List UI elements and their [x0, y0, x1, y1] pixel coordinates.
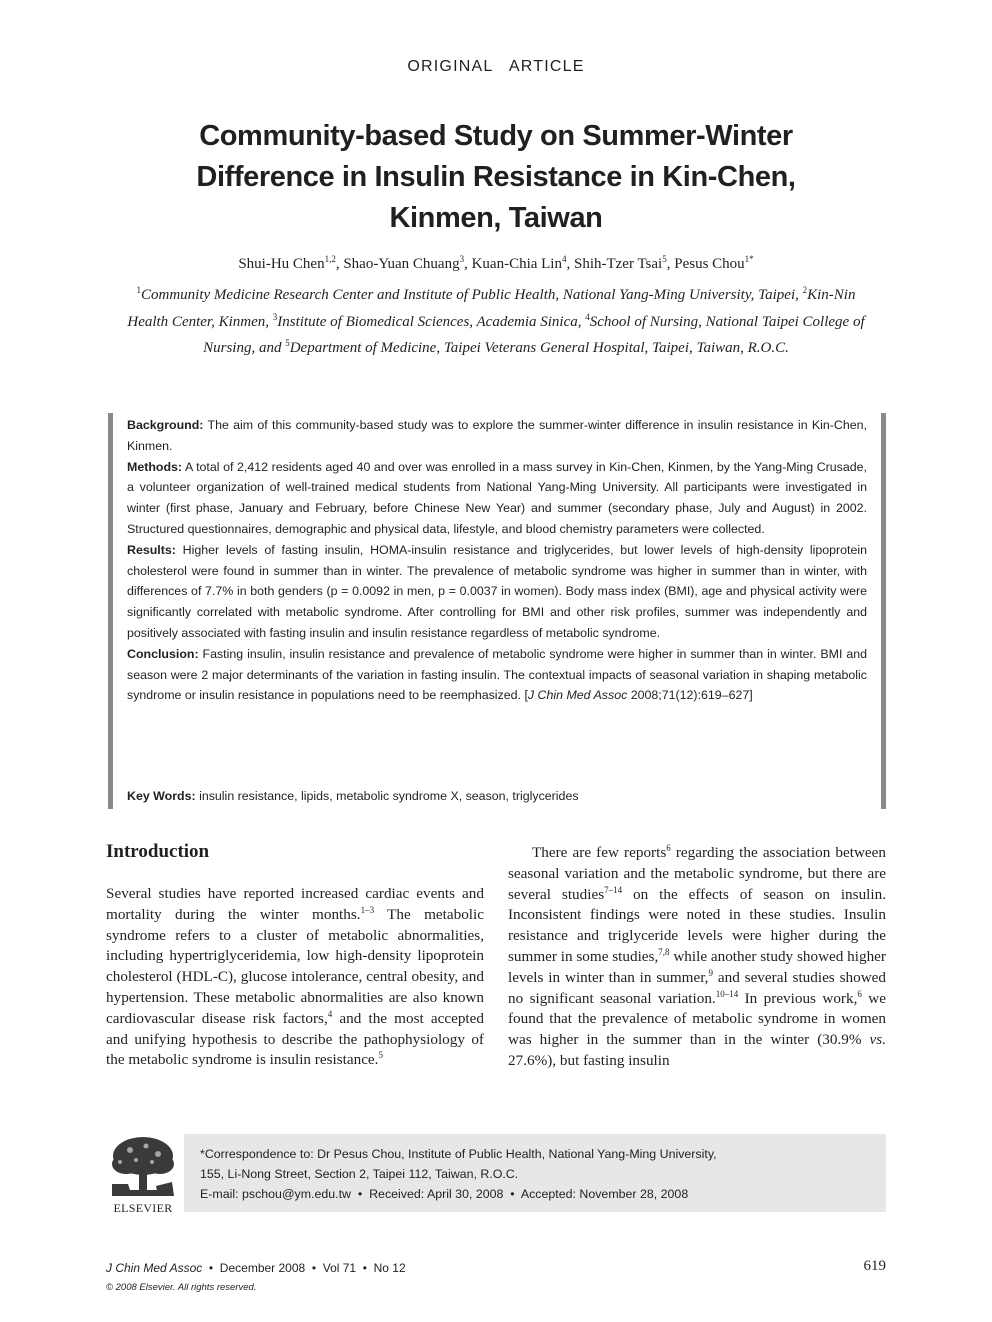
- body-text: and the most accepted and unifying hypothesis to describe the pathophysiology of the metabolic syndrome is insulin resistance.: [106, 1009, 484, 1069]
- conclusion-text: Fasting insulin, insulin resistance and prevalence of metabolic syndrome were higher in summer than in winter. BMI and season were 2 major determinants of the variation in fasting insulin. The contextual impacts of seasonal variation in shaping metabolic syndrome or insulin resistance in populations need to be reemphasized.: [127, 646, 867, 703]
- body-text: on the effects of season on insulin. Inconsistent findings were noted in these studies. Insulin resistance and triglyceride levels were higher during the summer in some studies,: [508, 885, 886, 965]
- results-label: Results:: [127, 542, 176, 557]
- affiliation-marker: 1: [136, 285, 142, 295]
- affiliation-marker: 5: [285, 338, 290, 348]
- abstract-body: [127, 415, 867, 706]
- body-text: There are few reports: [532, 844, 667, 861]
- body-text: and several studies showed no significant seasonal variation.: [508, 968, 886, 1007]
- body-text: regarding the association between seasonal variation and the metabolic syndrome, but there are several studies: [508, 844, 887, 903]
- keywords: [127, 789, 867, 803]
- abstract-methods: [127, 457, 867, 540]
- reference-marker: 10–14: [715, 988, 739, 999]
- italic-text: vs.: [869, 1031, 886, 1049]
- elsevier-logo: [106, 1134, 180, 1216]
- journal-issue: • December 2008 • Vol 71 • No 12: [202, 1261, 406, 1275]
- affiliation-text: School of Nursing, National Taipei College of Nursing, and: [203, 313, 865, 356]
- abstract-results: [127, 540, 867, 644]
- keywords-label: Key Words:: [127, 789, 196, 803]
- affiliation-marker: 4: [585, 311, 590, 322]
- article-title: Community-based Study on Summer-Winter Difference in Insulin Resistance in Kin-Chen, Kinmen, Taiwan: [196, 120, 796, 234]
- page-number: 619: [863, 1258, 886, 1274]
- reference-marker: 5: [378, 1050, 383, 1061]
- affiliation-text: Institute of Biomedical Sciences, Academia Sinica,: [277, 313, 586, 330]
- body-text: we found that the prevalence of metabolic syndrome in women was higher in the summer than in the winter (30.9%: [508, 989, 886, 1049]
- reference-marker: 7–14: [604, 884, 623, 895]
- author-affiliation-marker: 5: [662, 254, 667, 264]
- correspondence-line-1: *Correspondence to: Dr Pesus Chou, Institute of Public Health, National Yang-Ming University,: [200, 1147, 717, 1161]
- methods-text: A total of 2,412 residents aged 40 and over was enrolled in a mass survey in Kin-Chen, Kinmen, by the Yang-Ming Crusade, a volunteer organization of well-trained medical students from National Yang-Ming University. All participants were investigated in winter (first phase, January and February, before Chinese New Year) and summer (secondary phase, July and August) in 2002. Structured questionnaires, demographic and physical data, lifestyle, and blood chemistry parameters were collected.: [127, 459, 867, 536]
- author-name: Pesus Chou: [674, 256, 745, 272]
- affiliation-marker: 2: [802, 285, 808, 295]
- author-name: Kuan-Chia Lin: [471, 256, 562, 272]
- copyright: © 2008 Elsevier. All rights reserved.: [106, 1282, 257, 1293]
- section-label: ORIGINAL ARTICLE: [407, 58, 585, 75]
- citation-rest: 2008;71(12):619–627]: [627, 688, 753, 703]
- journal-name: J Chin Med Assoc: [106, 1261, 203, 1275]
- correspondence-box: [184, 1134, 886, 1212]
- body-text: while another study showed higher levels in winter than in summer,: [508, 947, 886, 986]
- reference-marker: 6: [857, 988, 862, 999]
- reference-marker: 9: [708, 967, 713, 978]
- author-name: Shih-Tzer Tsai: [573, 256, 663, 272]
- author-affiliation-marker: 1*: [744, 254, 754, 264]
- affiliation-text: Community Medicine Research Center and Institute of Public Health, National Yang-Ming University, Taipei,: [141, 287, 803, 303]
- author-affiliation-marker: 1,2: [324, 254, 336, 264]
- introduction-paragraph-2: [508, 843, 886, 1072]
- reference-marker: 6: [666, 842, 671, 853]
- citation-prefix: [: [524, 688, 528, 703]
- affiliations: [120, 280, 872, 360]
- abstract-box: [108, 413, 886, 809]
- reference-marker: 7,8: [658, 946, 670, 957]
- reference-marker: 4: [327, 1008, 333, 1019]
- author-affiliation-marker: 4: [561, 254, 567, 264]
- author-name: Shui-Hu Chen: [238, 256, 325, 272]
- journal-footer: [106, 1261, 406, 1275]
- reference-marker: 1–3: [360, 904, 375, 915]
- background-label: Background:: [127, 418, 204, 432]
- background-text: The aim of this community-based study was to explore the summer-winter difference in insulin resistance in Kin-Chen, Kinmen.: [127, 418, 867, 453]
- introduction-left-column: [106, 884, 484, 1071]
- introduction-right-column: [508, 843, 886, 1072]
- author-list: Shui-Hu Chen$^{1,2}$, Shao-Yuan Chuang$^3$, Kuan-Chia Lin$^4$, Shih-Tzer Tsai$^5$, Pesus Chou$^{1*}$: [238, 254, 754, 272]
- results-text: Higher levels of fasting insulin, HOMA-insulin resistance and triglycerides, but lower levels of high-density lipoprotein cholesterol were found in summer than in winter. The prevalence of metabolic syndrome was higher in summer than in winter, with differences of 7.7% in both genders (p = 0.0092 in men, p = 0.0037 in women). Body mass index (BMI), age and physical activity were significantly correlated with metabolic syndrome. After controlling for BMI and other risk profiles, summer was independently and positively associated with fasting insulin and insulin resistance regardless of metabolic syndrome.: [127, 542, 867, 640]
- body-text: Several studies have reported increased cardiac events and mortality during the winter months.: [106, 885, 484, 923]
- body-text: The metabolic syndrome refers to a cluster of metabolic abnormalities, including hypertriglyceridemia, low high-density lipoprotein cholesterol (HDL-C), glucose intolerance, central obesity, and hypertension. These metabolic abnormalities are also known cardiovascular disease risk factors,: [106, 905, 484, 1027]
- author-affiliation-marker: 3: [459, 254, 465, 264]
- citation-journal: J Chin Med Assoc: [527, 688, 628, 703]
- author-name: Shao-Yuan Chuang: [343, 256, 460, 272]
- methods-label: Methods:: [127, 459, 183, 474]
- introduction-paragraph-1: [106, 884, 484, 1071]
- affiliation-marker: 3: [272, 311, 278, 322]
- introduction-heading: Introduction: [106, 841, 210, 862]
- correspondence-text: [200, 1144, 876, 1204]
- body-text: In previous work,: [738, 989, 858, 1007]
- elsevier-wordmark: ELSEVIER: [113, 1201, 173, 1215]
- affiliation-text: Kin-Nin Health Center, Kinmen,: [127, 287, 856, 330]
- correspondence-line-3: E-mail: pschou@ym.edu.tw • Received: April 30, 2008 • Accepted: November 28, 2008: [200, 1187, 689, 1201]
- abstract-conclusion: [127, 644, 867, 706]
- conclusion-label: Conclusion:: [127, 646, 199, 661]
- affiliation-text: Department of Medicine, Taipei Veterans General Hospital, Taipei, Taiwan, R.O.C.: [289, 340, 789, 356]
- abstract-background: [127, 415, 867, 457]
- body-text: 27.6%), but fasting insulin: [508, 1051, 670, 1069]
- keywords-text: insulin resistance, lipids, metabolic syndrome X, season, triglycerides: [199, 789, 579, 803]
- elsevier-tree-icon: [106, 1134, 180, 1200]
- correspondence-line-2: 155, Li-Nong Street, Section 2, Taipei 112, Taiwan, R.O.C.: [200, 1167, 519, 1181]
